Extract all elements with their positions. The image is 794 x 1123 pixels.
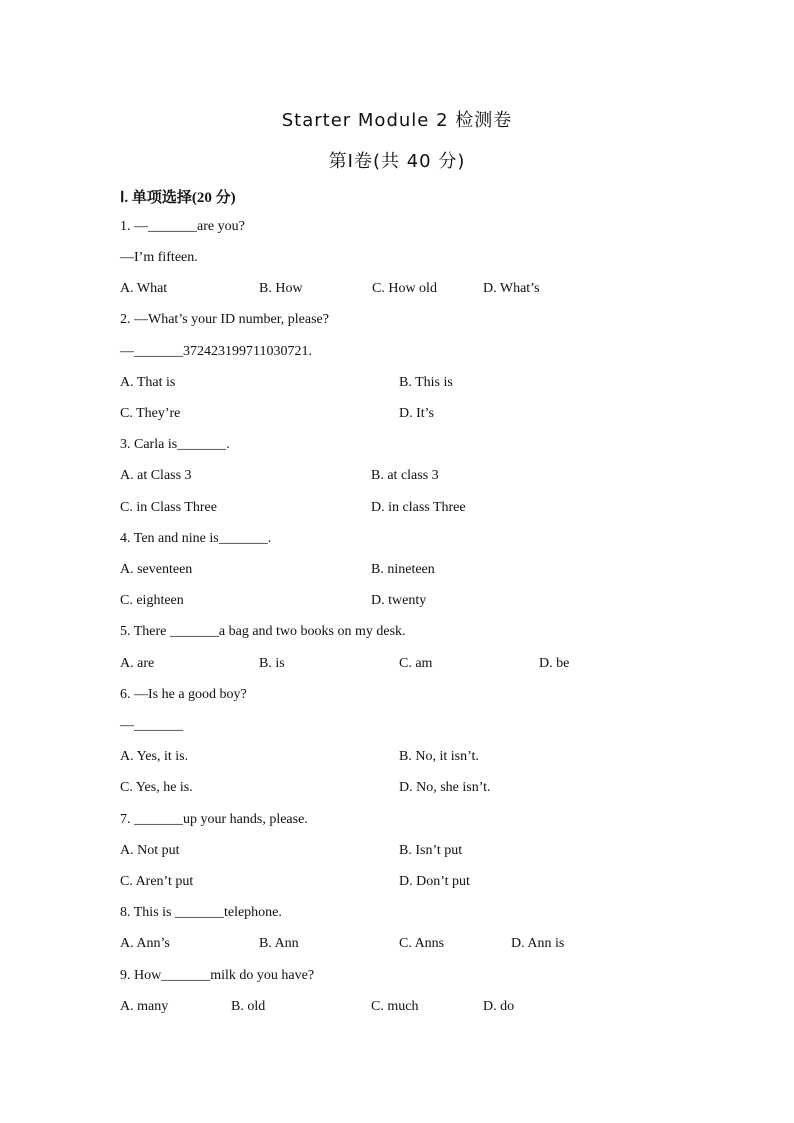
option-b[interactable]: B. How (259, 281, 303, 296)
question-stem: 5. There _______a bag and two books on my desk. (120, 624, 406, 639)
option-a[interactable]: A. Ann’s (120, 936, 170, 951)
option-b[interactable]: B. at class 3 (371, 468, 439, 483)
option-c[interactable]: C. am (399, 656, 433, 671)
option-b[interactable]: B. old (231, 999, 266, 1014)
option-c[interactable]: C. Anns (399, 936, 445, 951)
question-stem: 6. —Is he a good boy? (120, 687, 247, 702)
question-stem: 3. Carla is_______. (120, 437, 230, 452)
option-a[interactable]: A. Not put (120, 843, 180, 858)
option-c[interactable]: C. How old (372, 281, 437, 296)
section-heading: Ⅰ. 单项选择(20 分) (120, 190, 236, 206)
question-stem: 8. This is _______telephone. (120, 905, 282, 920)
option-c[interactable]: C. in Class Three (120, 500, 217, 515)
question-extra: —I’m fifteen. (120, 250, 198, 265)
option-a[interactable]: A. Yes, it is. (120, 749, 189, 764)
option-c[interactable]: C. much (371, 999, 419, 1014)
option-c[interactable]: C. eighteen (120, 593, 184, 608)
option-b[interactable]: B. Isn’t put (399, 843, 463, 858)
option-d[interactable]: D. Ann is (511, 936, 565, 951)
option-b[interactable]: B. This is (399, 375, 453, 390)
option-d[interactable]: D. be (539, 656, 570, 671)
option-a[interactable]: A. That is (120, 375, 176, 390)
option-d[interactable]: D. It’s (399, 406, 434, 421)
option-d[interactable]: D. in class Three (371, 500, 466, 515)
option-d[interactable]: D. What’s (483, 281, 540, 296)
option-b[interactable]: B. Ann (259, 936, 299, 951)
part-title: 第Ⅰ卷(共 40 分) (328, 151, 466, 172)
question-stem: 4. Ten and nine is_______. (120, 531, 272, 546)
option-d[interactable]: D. do (483, 999, 515, 1014)
question-stem: 1. —_______are you? (120, 219, 245, 234)
option-c[interactable]: C. They’re (120, 406, 181, 421)
question-stem: 2. —What’s your ID number, please? (120, 312, 329, 327)
option-d[interactable]: D. Don’t put (399, 874, 470, 889)
option-b[interactable]: B. is (259, 656, 285, 671)
option-a[interactable]: A. many (120, 999, 169, 1014)
page-title: Starter Module 2 检测卷 (281, 110, 513, 131)
option-d[interactable]: D. twenty (371, 593, 427, 608)
question-extra: —_______ (120, 718, 183, 733)
option-b[interactable]: B. No, it isn’t. (399, 749, 479, 764)
option-a[interactable]: A. What (120, 281, 168, 296)
option-a[interactable]: A. at Class 3 (120, 468, 192, 483)
option-a[interactable]: A. seventeen (120, 562, 193, 577)
option-d[interactable]: D. No, she isn’t. (399, 780, 491, 795)
question-stem: 9. How_______milk do you have? (120, 968, 315, 983)
question-extra: —_______372423199711030721. (120, 344, 312, 359)
question-stem: 7. _______up your hands, please. (120, 812, 308, 827)
option-c[interactable]: C. Aren’t put (120, 874, 194, 889)
option-a[interactable]: A. are (120, 656, 155, 671)
option-c[interactable]: C. Yes, he is. (120, 780, 193, 795)
option-b[interactable]: B. nineteen (371, 562, 435, 577)
